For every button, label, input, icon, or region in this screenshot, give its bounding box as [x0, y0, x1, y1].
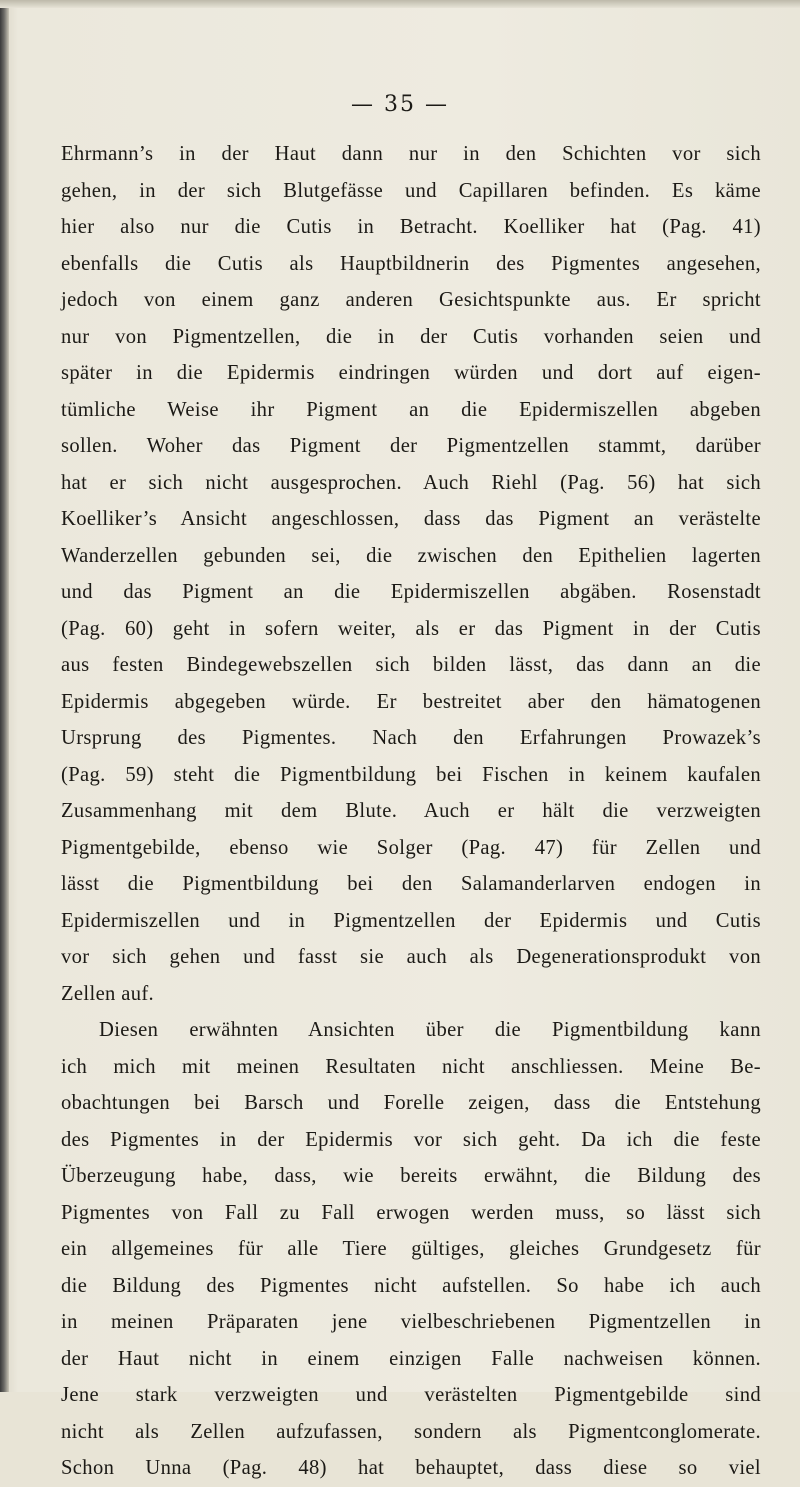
text-line: Koelliker’s Ansicht angeschlossen, dass das Pigment an verästelte [61, 508, 761, 530]
text-line: die Bildung des Pigmentes nicht aufstellen. So habe ich auch [61, 1274, 761, 1297]
text-line: in meinen Präparaten jene vielbeschriebenen Pigmentzellen in [61, 1311, 761, 1333]
text-line: der Haut nicht in einem einzigen Falle nachweisen können. [61, 1347, 761, 1370]
text-line: aus festen Bindegewebszellen sich bilden lässt, das dann an die [61, 654, 761, 676]
text-line: und das Pigment an die Epidermiszellen abgäben. Rosenstadt [61, 581, 761, 603]
text-line: Jene stark verzweigten und verästelten Pigmentgebilde sind [61, 1384, 761, 1406]
text-line: des Pigmentes in der Epidermis vor sich geht. Da ich die feste [61, 1128, 761, 1151]
top-page-edge [0, 0, 800, 8]
text-line: tümliche Weise ihr Pigment an die Epidermiszellen abgeben [61, 398, 761, 421]
text-line: nicht als Zellen aufzufassen, sondern als Pigmentconglomerate. [61, 1420, 761, 1443]
text-line: Epidermis abgegeben würde. Er bestreitet aber den hämatogenen [61, 690, 761, 713]
text-line: sollen. Woher das Pigment der Pigmentzellen stammt, darüber [61, 435, 761, 457]
text-line: jedoch von einem ganz anderen Gesichtspunkte aus. Er spricht [61, 289, 761, 311]
text-line-paragraph-start: Diesen erwähnten Ansichten über die Pigmentbildung kann [99, 1019, 761, 1041]
text-line: ich mich mit meinen Resultaten nicht anschliessen. Meine Be- [61, 1055, 761, 1078]
text-line-paragraph-end: Zellen auf. [61, 982, 155, 1005]
text-line: lässt die Pigmentbildung bei den Salamanderlarven endogen in [61, 873, 761, 895]
text-line: Epidermiszellen und in Pigmentzellen der Epidermis und Cutis [61, 909, 761, 932]
text-line: Ehrmann’s in der Haut dann nur in den Schichten vor sich [61, 143, 761, 165]
text-line: Wanderzellen gebunden sei, die zwischen den Epithelien lagerten [61, 544, 761, 567]
text-line: ein allgemeines für alle Tiere gültiges, gleiches Grundgesetz für [61, 1238, 761, 1260]
text-line: (Pag. 60) geht in sofern weiter, als er das Pigment in der Cutis [61, 617, 761, 640]
text-line: hat er sich nicht ausgesprochen. Auch Riehl (Pag. 56) hat sich [61, 471, 761, 494]
binding-edge [0, 0, 9, 1392]
text-line: Ursprung des Pigmentes. Nach den Erfahrungen Prowazek’s [61, 727, 761, 749]
text-line: Zusammenhang mit dem Blute. Auch er hält die verzweigten [61, 800, 761, 822]
text-line: vor sich gehen und fasst sie auch als Degenerationsprodukt von [61, 946, 761, 968]
page-number: — 35 — [351, 92, 449, 117]
text-line: (Pag. 59) steht die Pigmentbildung bei Fischen in keinem kaufalen [61, 763, 761, 786]
text-line: gehen, in der sich Blutgefässe und Capillaren befinden. Es käme [61, 179, 761, 202]
text-line: hier also nur die Cutis in Betracht. Koelliker hat (Pag. 41) [61, 216, 761, 238]
text-line: Schon Unna (Pag. 48) hat behauptet, dass diese so viel [61, 1457, 761, 1479]
text-line: später in die Epidermis eindringen würden und dort auf eigen- [61, 362, 761, 384]
text-line: Überzeugung habe, dass, wie bereits erwähnt, die Bildung des [61, 1165, 761, 1187]
text-line: obachtungen bei Barsch und Forelle zeigen, dass die Entstehung [61, 1092, 761, 1114]
text-line: Pigmentgebilde, ebenso wie Solger (Pag. 47) für Zellen und [61, 836, 761, 859]
body-text [61, 136, 761, 1487]
text-line: nur von Pigmentzellen, die in der Cutis vorhanden seien und [61, 325, 761, 348]
text-line: ebenfalls die Cutis als Hauptbildnerin des Pigmentes angesehen, [61, 252, 761, 275]
text-line: Pigmentes von Fall zu Fall erwogen werden muss, so lässt sich [61, 1201, 761, 1224]
